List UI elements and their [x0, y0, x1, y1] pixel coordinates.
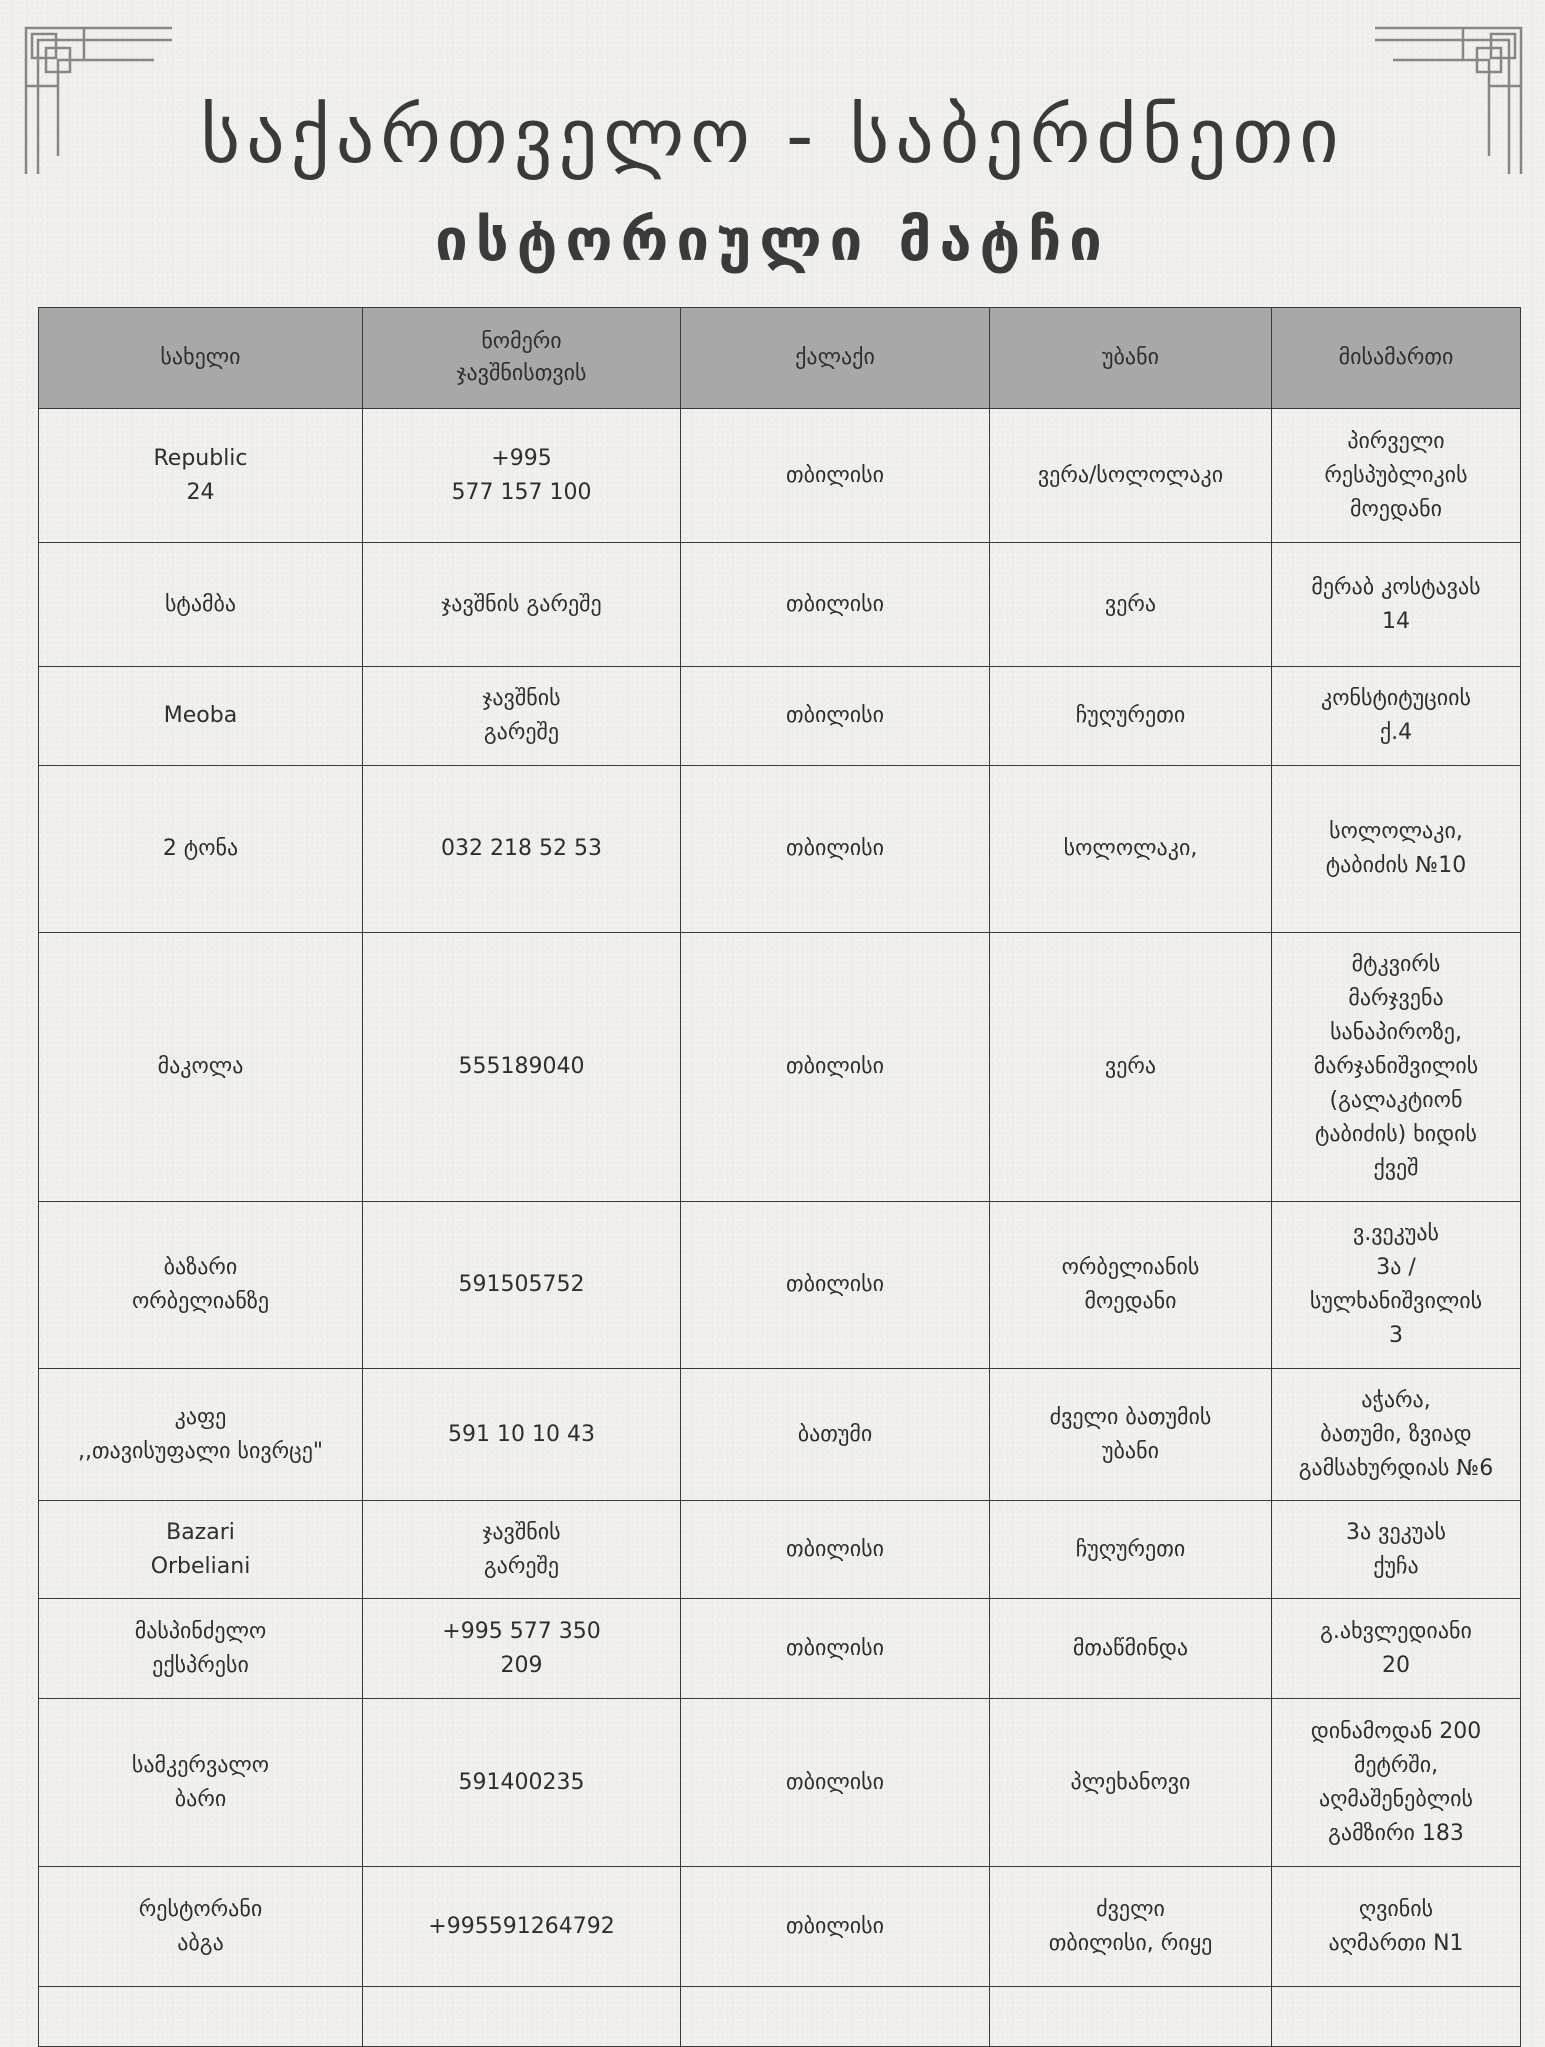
cell-area: ძველი ბათუმის უბანი — [990, 1369, 1272, 1501]
cell-phone: ჯავშნის გარეშე — [363, 543, 681, 667]
cell-phone: +995591264792 — [363, 1867, 681, 1987]
cell-city: თბილისი — [681, 1202, 990, 1369]
cell-area: ვერა — [990, 543, 1272, 667]
venues-table — [38, 307, 1521, 2047]
cell-area: ჩუღურეთი — [990, 1501, 1272, 1599]
cell-phone: ჯავშნის გარეშე — [363, 1501, 681, 1599]
table-header-row — [39, 308, 1521, 409]
page-title: საქართველო - საბერძნეთი — [200, 91, 1345, 180]
table-row — [39, 409, 1521, 543]
cell-city: თბილისი — [681, 667, 990, 766]
column-header-area: უბანი — [990, 308, 1272, 409]
table-row — [39, 1867, 1521, 1987]
column-header-phone: ნომერი ჯავშნისთვის — [363, 308, 681, 409]
cell-city: თბილისი — [681, 933, 990, 1202]
column-header-city: ქალაქი — [681, 308, 990, 409]
cell-address: სოლოლაკი, ტაბიძის №10 — [1272, 766, 1521, 933]
table-row — [39, 1599, 1521, 1699]
table-row — [39, 1699, 1521, 1867]
cell-phone: +995 577 350 209 — [363, 1599, 681, 1699]
cell-area: ორბელიანის მოედანი — [990, 1202, 1272, 1369]
cell-address: ვ.ვეკუას 3ა / სულხანიშვილის 3 — [1272, 1202, 1521, 1369]
cell-city: თბილისი — [681, 1699, 990, 1867]
table-row — [39, 766, 1521, 933]
cell-phone: +995 577 157 100 — [363, 409, 681, 543]
cell-name: რესტორანი აბგა — [39, 1867, 363, 1987]
cell-city: ბათუმი — [681, 1369, 990, 1501]
cell-area: მთაწმინდა — [990, 1599, 1272, 1699]
cell-name: სამკერვალო ბარი — [39, 1699, 363, 1867]
cell-name: ბაზარი ორბელიანზე — [39, 1202, 363, 1369]
cell-name: Republic 24 — [39, 409, 363, 543]
cell-city: თბილისი — [681, 1867, 990, 1987]
column-header-name: სახელი — [39, 308, 363, 409]
cell-name: მასპინძელო ექსპრესი — [39, 1599, 363, 1699]
cell-address: კონსტიტუციის ქ.4 — [1272, 667, 1521, 766]
table-row-partial — [39, 1987, 1521, 2047]
cell-area: ვერა — [990, 933, 1272, 1202]
page-subtitle: ისტორიული მატჩი — [435, 206, 1110, 274]
cell-phone: ჯავშნის გარეშე — [363, 667, 681, 766]
cell-address: აჭარა, ბათუმი, ზვიად გამსახურდიას №6 — [1272, 1369, 1521, 1501]
cell-phone: 591505752 — [363, 1202, 681, 1369]
cell-address: პირველი რესპუბლიკის მოედანი — [1272, 409, 1521, 543]
cell-address: მერაბ კოსტავას 14 — [1272, 543, 1521, 667]
cell-city: თბილისი — [681, 543, 990, 667]
table-row — [39, 667, 1521, 766]
cell-name: Meoba — [39, 667, 363, 766]
table-row — [39, 1202, 1521, 1369]
cell-city: თბილისი — [681, 409, 990, 543]
cell-area: სოლოლაკი, — [990, 766, 1272, 933]
cell-area: ვერა/სოლოლაკი — [990, 409, 1272, 543]
cell-name: მაკოლა — [39, 933, 363, 1202]
cell-area: პლეხანოვი — [990, 1699, 1272, 1867]
cell-address: 3ა ვეკუას ქუჩა — [1272, 1501, 1521, 1599]
cell-phone: 591 10 10 43 — [363, 1369, 681, 1501]
cell-phone: 591400235 — [363, 1699, 681, 1867]
cell-city: თბილისი — [681, 1599, 990, 1699]
column-header-address: მისამართი — [1272, 308, 1521, 409]
cell-name: 2 ტონა — [39, 766, 363, 933]
cell-address: გ.ახვლედიანი 20 — [1272, 1599, 1521, 1699]
cell-address: ღვინის აღმართი N1 — [1272, 1867, 1521, 1987]
cell-address: დინამოდან 200 მეტრში, აღმაშენებლის გამზირი 183 — [1272, 1699, 1521, 1867]
cell-name: Bazari Orbeliani — [39, 1501, 363, 1599]
cell-phone: 032 218 52 53 — [363, 766, 681, 933]
cell-city: თბილისი — [681, 766, 990, 933]
cell-phone: 555189040 — [363, 933, 681, 1202]
table-row — [39, 543, 1521, 667]
cell-name: სტამბა — [39, 543, 363, 667]
cell-city: თბილისი — [681, 1501, 990, 1599]
cell-address: მტკვირს მარჯვენა სანაპიროზე, მარჯანიშვილის (გალაკტიონ ტაბიძის) ხიდის ქვეშ — [1272, 933, 1521, 1202]
cell-area: ძველი თბილისი, რიყე — [990, 1867, 1272, 1987]
table-row — [39, 933, 1521, 1202]
table-row — [39, 1369, 1521, 1501]
cell-area: ჩუღურეთი — [990, 667, 1272, 766]
cell-name: კაფე ,,თავისუფალი სივრცე" — [39, 1369, 363, 1501]
table-row — [39, 1501, 1521, 1599]
